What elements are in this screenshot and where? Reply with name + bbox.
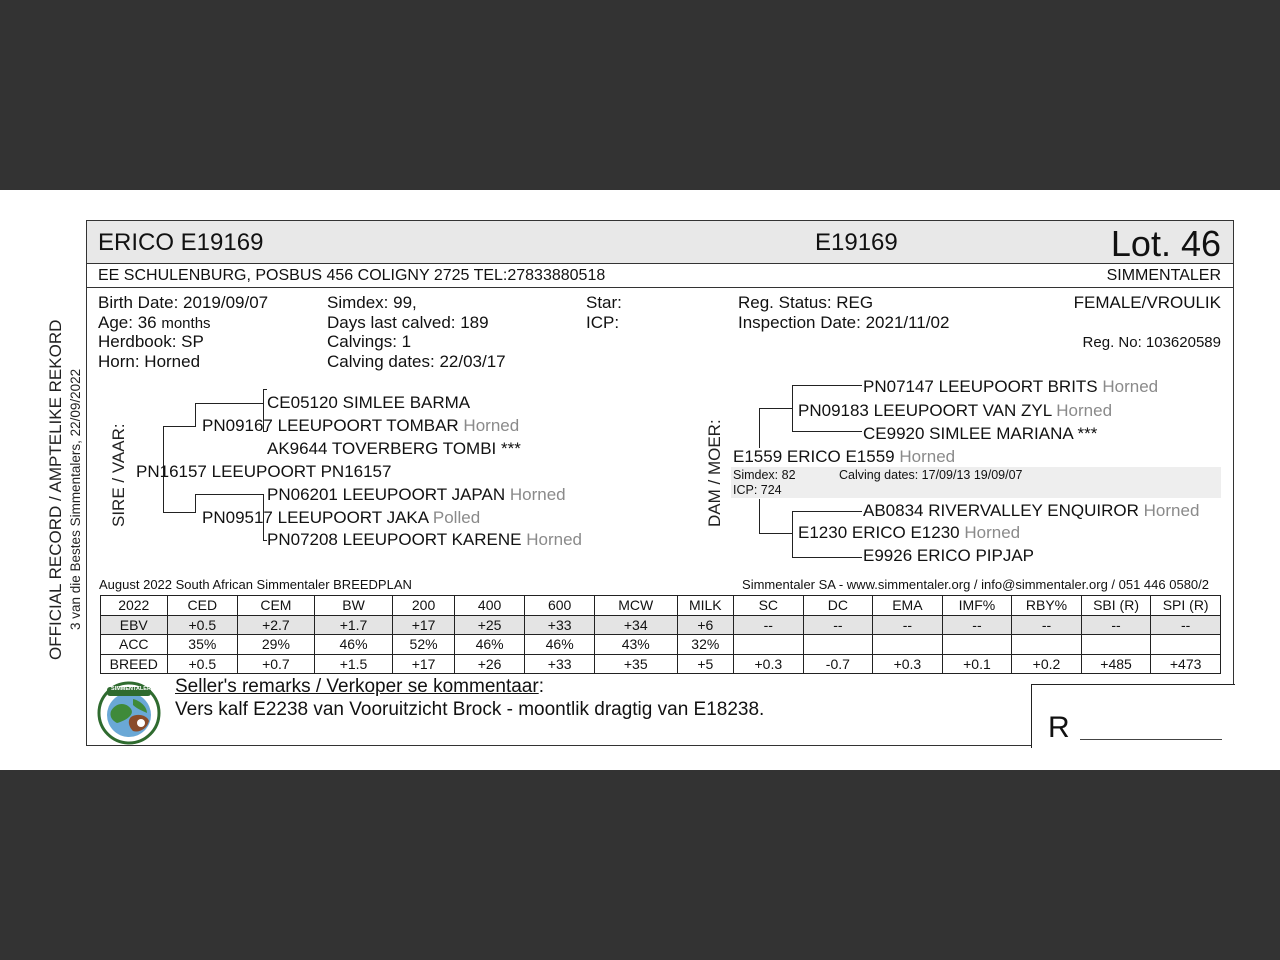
col-header: 2022 [101,596,168,616]
animal-record-card [86,220,1234,746]
sire-dam-dam [267,530,582,550]
official-record-label: OFFICIAL RECORD / AMPTELIKE REKORD [46,319,65,660]
calving-dates: Calving dates: 22/03/17 [327,352,506,371]
breed-cell: +473 [1151,654,1221,674]
col-header: SPI (R) [1151,596,1221,616]
acc-cell: 52% [393,635,454,655]
sire-label: SIRE / VAAR: [109,423,128,527]
remarks-colon: : [538,676,544,697]
dam-sire-dam: CE9920 SIMLEE MARIANA *** [863,424,1098,443]
sire-sire [202,416,519,436]
breed-cell: +0.3 [873,654,943,674]
ebv-cell: +34 [594,615,677,635]
col-header: BW [314,596,393,616]
ebv-cell: -- [1012,615,1082,635]
acc-cell [942,635,1012,655]
reg-status: Reg. Status: REG [738,293,874,312]
ebv-cell: -- [1151,615,1221,635]
acc-cell [1151,635,1221,655]
age-unit: months [161,315,211,332]
dam-sire-sire-name: PN07147 LEEUPOORT BRITS [863,377,1098,396]
acc-cell [873,635,943,655]
breed-cell: +35 [594,654,677,674]
breed-cell: +0.3 [734,654,804,674]
col-header: CED [167,596,238,616]
acc-cell: 32% [677,635,733,655]
dam-dam-dam: E9926 ERICO PIPJAP [863,546,1035,565]
dam-sire-sire [863,377,1158,397]
acc-cell: 43% [594,635,677,655]
breedplan-contact: Simmentaler SA - www.simmentaler.org / info@simmentaler.org / 051 446 0580/2 [742,577,1209,592]
sire-dam-name: PN09517 LEEUPOORT JAKA [202,508,429,527]
days-last-calved: Days last calved: 189 [327,313,489,332]
col-header: SBI (R) [1081,596,1151,616]
col-header: EMA [873,596,943,616]
ebv-cell: +25 [454,615,525,635]
breed-cell: +0.1 [942,654,1012,674]
ebv-cell: -- [873,615,943,635]
reg-number: Reg. No: 103620589 [1082,334,1221,351]
dam-name: E1559 ERICO E1559 [733,447,895,466]
col-header: 400 [454,596,525,616]
breed-row [101,654,1221,674]
acc-cell: 46% [454,635,525,655]
row-label: ACC [101,635,168,655]
price-input-line[interactable] [1080,739,1222,740]
ebv-cell: +0.5 [167,615,238,635]
row-label: BREED [101,654,168,674]
dam-sire-sire-horn: Horned [1102,377,1159,396]
card-header [87,221,1233,264]
breeder-row [87,264,1233,288]
birth-date: Birth Date: 2019/09/07 [98,293,269,312]
breed-cell: +26 [454,654,525,674]
simdex: Simdex: 99, [327,293,417,312]
breed-name: SIMMENTALER [1106,267,1221,284]
dam-horn: Horned [899,447,956,466]
breed-cell: -0.7 [803,654,873,674]
sire-name: PN16157 LEEUPOORT PN16157 [136,462,392,481]
price-box [1031,684,1235,748]
breed-cell: +485 [1081,654,1151,674]
breed-cell: +33 [525,654,595,674]
sire-sire-dam: AK9644 TOVERBERG TOMBI *** [267,439,521,458]
dam-dam-sire-horn: Horned [1143,501,1200,520]
logo-text: SIMMENTALER [111,686,151,692]
horn-status: Horn: Horned [98,352,201,371]
sire-dam [202,508,480,528]
dam-dam-horn: Horned [964,523,1021,542]
acc-cell [1012,635,1082,655]
ebv-cell: +6 [677,615,733,635]
col-header: 600 [525,596,595,616]
dam-calving-dates: Calving dates: 17/09/13 19/09/07 [839,468,1023,482]
acc-row [101,635,1221,655]
sex: FEMALE/VROULIK [1073,293,1221,312]
breed-cell: +0.7 [238,654,315,674]
breed-cell: +1.5 [314,654,393,674]
ebv-cell: +1.7 [314,615,393,635]
ebv-cell: +2.7 [238,615,315,635]
acc-cell [803,635,873,655]
dam-simdex: Simdex: 82 [733,468,796,482]
sire-dam-dam-horn: Horned [526,530,582,549]
dam-dam [798,523,1020,543]
remarks-text: Vers kalf E2238 van Vooruitzicht Brock - moontlik dragtig van E18238. [175,699,765,720]
simmentaler-globe-logo-icon [97,681,161,745]
ebv-cell: +17 [393,615,454,635]
breed-cell: +17 [393,654,454,674]
sire-sire-horn: Horned [463,416,520,435]
herdbook: Herdbook: SP [98,332,204,351]
ebv-row [101,615,1221,635]
acc-cell [1081,635,1151,655]
acc-cell: 46% [525,635,595,655]
breeder-address: EE SCHULENBURG, POSBUS 456 COLIGNY 2725 TEL:27833880518 [98,267,606,284]
ebv-cell: -- [803,615,873,635]
star: Star: [586,293,622,312]
ebv-cell: -- [1081,615,1151,635]
dam-dam-sire [863,501,1199,521]
ebv-cell: +33 [525,615,595,635]
dam-sire-name: PN09183 LEEUPOORT VAN ZYL [798,401,1052,420]
row-label: EBV [101,615,168,635]
breedplan-table [100,595,1221,674]
dam [733,447,955,467]
sire-sire-sire: CE05120 SIMLEE BARMA [267,393,471,412]
col-header: SC [734,596,804,616]
dam-sire-horn: Horned [1056,401,1113,420]
age [98,313,211,333]
sire-dam-dam-name: PN07208 LEEUPOORT KARENE [267,530,522,549]
dam-dam-sire-name: AB0834 RIVERVALLEY ENQUIROR [863,501,1139,520]
sire-sire-name: PN09167 LEEUPOORT TOMBAR [202,416,459,435]
col-header: 200 [393,596,454,616]
dam-label: DAM / MOER: [705,419,724,527]
ebv-cell: -- [734,615,804,635]
animal-id: E19169 [815,229,898,256]
acc-cell [734,635,804,655]
breed-cell: +0.2 [1012,654,1082,674]
acc-cell: 35% [167,635,238,655]
col-header: MILK [677,596,733,616]
sire-dam-sire-horn: Horned [509,485,566,504]
age-value: Age: 36 [98,313,157,332]
sire-dam-horn: Polled [432,508,481,527]
breed-cell: +5 [677,654,733,674]
breed-cell: +0.5 [167,654,238,674]
breedplan-header-row [101,596,1221,616]
dam-icp: ICP: 724 [733,483,782,497]
sire-dam-sire-name: PN06201 LEEUPOORT JAPAN [267,485,506,504]
sire-dam-sire [267,485,566,505]
calvings: Calvings: 1 [327,332,412,351]
sale-date-label: 3 van die Bestes Simmentalers, 22/09/2022 [68,368,83,630]
acc-cell: 29% [238,635,315,655]
col-header: DC [803,596,873,616]
col-header: MCW [594,596,677,616]
remarks-heading [175,676,544,698]
remarks-title: Seller's remarks / Verkoper se kommentaar [175,676,539,697]
price-label: R [1048,711,1070,744]
dam-sire [798,401,1112,421]
breedplan-source: August 2022 South African Simmentaler BREEDPLAN [99,577,412,592]
acc-cell: 46% [314,635,393,655]
dam-details-band [731,467,1221,498]
ebv-cell: -- [942,615,1012,635]
col-header: RBY% [1012,596,1082,616]
dam-dam-name: E1230 ERICO E1230 [798,523,960,542]
col-header: CEM [238,596,315,616]
icp: ICP: [586,313,620,332]
col-header: IMF% [942,596,1012,616]
inspection-date: Inspection Date: 2021/11/02 [738,313,950,332]
animal-name: ERICO E19169 [98,229,264,256]
lot-number: Lot. 46 [1110,223,1221,264]
